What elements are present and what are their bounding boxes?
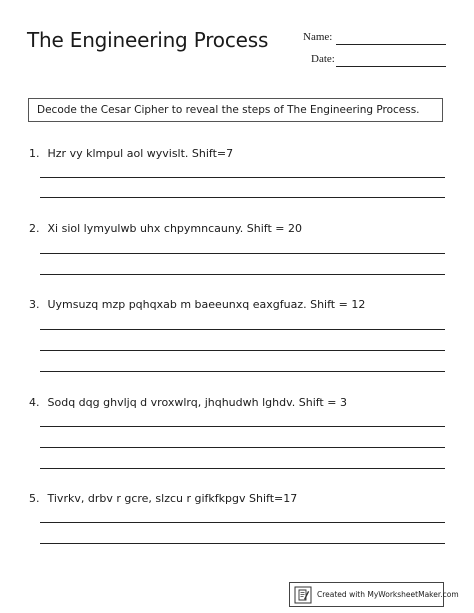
question-4 <box>29 396 347 409</box>
question-1 <box>29 147 233 160</box>
question-text: Hzr vy klmpul aol wyvislt. Shift=7 <box>47 147 234 160</box>
answer-line[interactable] <box>40 371 445 372</box>
answer-line[interactable] <box>40 426 445 427</box>
date-label: Date: <box>311 53 335 65</box>
answer-line[interactable] <box>40 177 445 178</box>
answer-line[interactable] <box>40 543 445 544</box>
answer-line[interactable] <box>40 350 445 351</box>
question-number: 3. <box>29 298 40 311</box>
answer-line[interactable] <box>40 329 445 330</box>
pencil-worksheet-logo-icon <box>294 586 312 604</box>
answer-line[interactable] <box>40 197 445 198</box>
question-number: 2. <box>29 222 40 235</box>
date-field-line[interactable] <box>336 66 446 67</box>
answer-line[interactable] <box>40 253 445 254</box>
name-field-line[interactable] <box>336 44 446 45</box>
answer-line[interactable] <box>40 522 445 523</box>
question-number: 5. <box>29 492 40 505</box>
answer-line[interactable] <box>40 468 445 469</box>
footer-credit-text: Created with MyWorksheetMaker.com <box>317 590 459 599</box>
question-5 <box>29 492 297 505</box>
page-title: The Engineering Process <box>27 28 269 52</box>
question-number: 4. <box>29 396 40 409</box>
question-text: Uymsuzq mzp pqhqxab m baeeunxq eaxgfuaz. Shift = 12 <box>47 298 366 311</box>
instructions-box: Decode the Cesar Cipher to reveal the steps of The Engineering Process. <box>28 98 443 122</box>
name-label: Name: <box>303 31 333 43</box>
answer-line[interactable] <box>40 447 445 448</box>
footer-credit-badge[interactable] <box>289 582 459 607</box>
answer-line[interactable] <box>40 274 445 275</box>
question-number: 1. <box>29 147 40 160</box>
question-text: Xi siol lymyulwb uhx chpymncauny. Shift = 20 <box>47 222 302 235</box>
question-text: Tivrkv, drbv r gcre, slzcu r gifkfkpgv Shift=17 <box>47 492 298 505</box>
question-2 <box>29 222 302 235</box>
question-text: Sodq dqg ghvljq d vroxwlrq, jhqhudwh lghdv. Shift = 3 <box>47 396 347 409</box>
question-3 <box>29 298 365 311</box>
